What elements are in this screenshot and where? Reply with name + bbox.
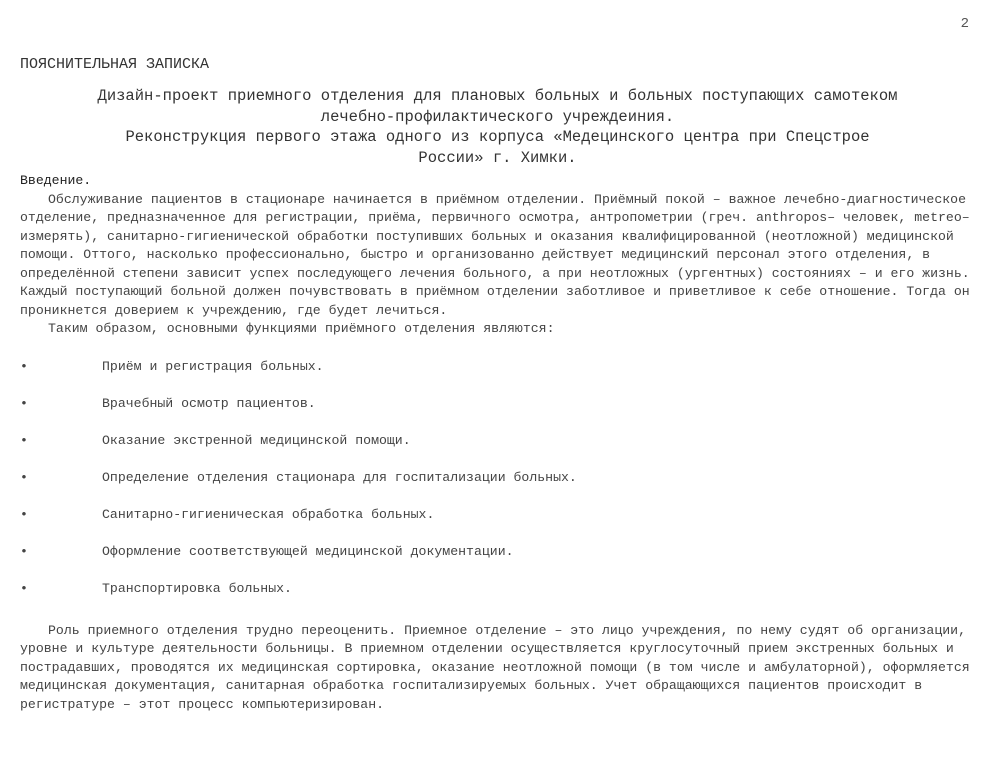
- bullet-icon: •: [20, 469, 28, 485]
- list-item-text: Транспортировка больных.: [102, 580, 292, 596]
- list-item: [20, 358, 975, 376]
- list-item: [20, 395, 975, 413]
- bullet-icon: •: [20, 506, 28, 522]
- list-item: [20, 506, 975, 524]
- title-line: лечебно-профилактического учреждеиния.: [320, 107, 675, 126]
- list-item: [20, 432, 975, 450]
- list-item-text: Оформление соответствующей медицинской документации.: [102, 543, 514, 559]
- list-item-text: Приём и регистрация больных.: [102, 358, 324, 374]
- intro-section: [20, 172, 975, 714]
- list-item: [20, 580, 975, 598]
- section-title: Введение.: [20, 173, 92, 188]
- bullet-icon: •: [20, 395, 28, 411]
- bullet-icon: •: [20, 432, 28, 448]
- title-line: России» г. Химки.: [418, 148, 577, 167]
- document-heading: ПОЯСНИТЕЛЬНАЯ ЗАПИСКА: [20, 56, 210, 73]
- title-line: Реконструкция первого этажа одного из корпуса «Медецинского центра при Спецстрое: [125, 128, 870, 146]
- page-number: 2: [960, 16, 969, 32]
- intro-paragraph: Обслуживание пациентов в стационаре начинается в приёмном отделении. Приёмный покой – важное лечебно-диагностическое отделение, предназначенное для регистрации, приёма, первичного осмотра, антропометрии (греч. anthropos– человек, metreo– измерять), санитарно-гигиенической обработки поступивших больных и оказания квалифицированной (неотложной) медицинской помощи. Оттого, насколько профессионально, быстро и организованно действует медицинский персонал этого отделения, в определённой степени зависит успех последующего лечения больного, а при неотложных (ургентных) состояниях – и его жизнь. Каждый поступающий больной должен почувствовать в приёмном отделении заботливое и приветливое к себе отношение. Тогда он проникнется доверием к учреждению, где будет лечиться.: [20, 191, 970, 318]
- title-line: Дизайн-проект приемного отделения для плановых больных и больных поступающих самотеком: [97, 87, 898, 105]
- list-item-text: Оказание экстренной медицинской помощи.: [102, 432, 411, 448]
- bullet-icon: •: [20, 580, 28, 596]
- bullet-icon: •: [20, 543, 28, 559]
- list-item-text: Санитарно-гигиеническая обработка больных.: [102, 506, 435, 522]
- list-item: [20, 469, 975, 487]
- functions-list: [20, 339, 975, 599]
- document-title: [20, 86, 975, 168]
- list-item-text: Врачебный осмотр пациентов.: [102, 395, 316, 411]
- functions-lead: Таким образом, основными функциями приёмного отделения являются:: [48, 321, 555, 336]
- list-item-text: Определение отделения стационара для госпитализации больных.: [102, 469, 577, 485]
- bullet-icon: •: [20, 358, 28, 374]
- list-item: [20, 543, 975, 561]
- role-paragraph: Роль приемного отделения трудно переоценить. Приемное отделение – это лицо учреждения, по нему судят об организации, уровне и культуре деятельности больницы. В приемном отделении осуществляется круглосуточный прием экстренных больных и пострадавших, проводятся их медицинская сортировка, оказание неотложной помощи (в том числе и амбулаторной), оформляется медицинская документация, санитарная обработка госпитализируемых больных. Учет обращающихся пациентов происходит в регистратуре – этот процесс компьютеризирован.: [20, 622, 970, 712]
